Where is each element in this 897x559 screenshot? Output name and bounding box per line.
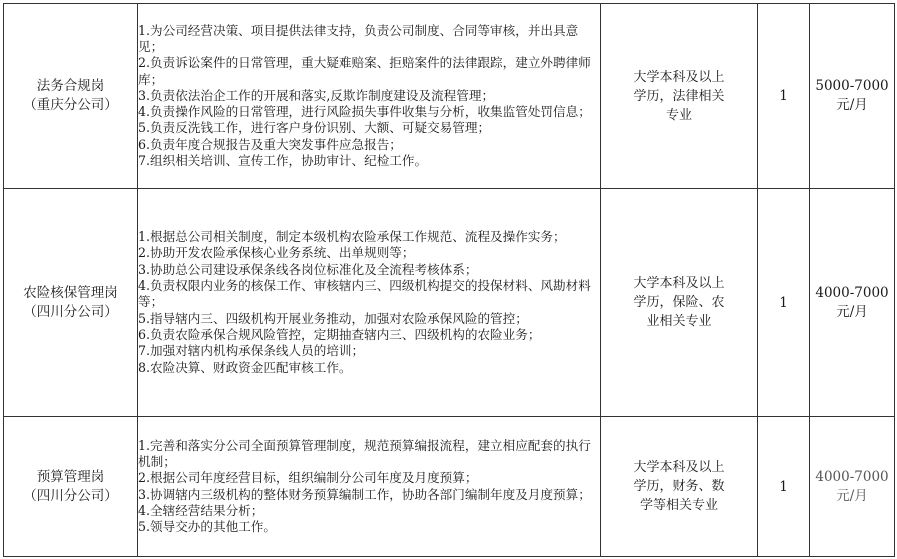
duties-cell [138, 4, 601, 189]
salary-cell [810, 189, 895, 417]
headcount-cell: 1 [758, 4, 810, 189]
duty-item: 3.协助总公司建设承保条线各岗位标准化及全流程考核体系； [138, 261, 478, 277]
duty-item: 1.根据总公司相关制度，制定本级机构农险承保工作规范、流程及操作实务； [138, 229, 566, 245]
table-row [4, 4, 895, 189]
duty-item: 5.指导辖内三、四级机构开展业务推动，加强对农险承保风险的管控； [138, 310, 528, 326]
duty-item: 7.加强对辖内机构承保条线人员的培训； [138, 343, 365, 359]
duty-item: 5.领导交办的其他工作。 [138, 519, 276, 535]
salary-range: 5000-7000 [815, 78, 889, 94]
duty-item: 1.完善和落实分公司全面预算管理制度，规范预算编报流程，建立相应配套的执行机制； [138, 437, 591, 469]
position-branch: （四川分公司） [23, 487, 118, 504]
requirement-cell [601, 4, 758, 189]
requirement-line: 学等相关专业 [639, 498, 718, 513]
table-row [4, 189, 895, 417]
salary-cell [810, 417, 895, 557]
duty-item: 2.根据公司年度经营目标，组织编制分公司年度及月度预算； [138, 470, 478, 486]
requirement-line: 专业 [665, 107, 692, 123]
duty-item: 2.协助开发农险承保核心业务系统、出单规则等； [138, 245, 415, 261]
position-branch: （重庆分公司） [23, 97, 118, 113]
requirement-line: 大学本科及以上 [633, 69, 725, 85]
salary-range: 4000-7000 [815, 284, 889, 301]
headcount-cell: 1 [758, 417, 810, 557]
duty-item: 7.组织相关培训、宣传工作，协助审计、纪检工作。 [138, 153, 428, 169]
duty-item: 6.负责年度合规报告及重大突发事件应急报告； [138, 136, 402, 152]
salary-unit: 元/月 [836, 97, 868, 113]
position-title: 法务合规岗 [36, 78, 105, 94]
position-title: 农险核保管理岗 [23, 284, 118, 301]
job-table [3, 3, 895, 557]
headcount-cell: 1 [758, 189, 810, 417]
position-branch: （四川分公司） [23, 303, 118, 320]
position-cell [4, 4, 138, 189]
requirement-line: 大学本科及以上 [633, 460, 725, 475]
salary-unit: 元/月 [836, 303, 868, 320]
duty-item: 8.农险决算、财政资金匹配审核工作。 [138, 359, 352, 375]
duty-item: 2.负责诉讼案件的日常管理，重大疑难赔案、拒赔案件的法律跟踪，建立外聘律师库； [138, 55, 591, 87]
requirement-line: 学历，保险、农 [633, 295, 725, 310]
position-title: 预算管理岗 [36, 468, 105, 485]
requirement-line: 学历，财务、数 [633, 479, 725, 494]
duty-item: 4.负责操作风险的日常管理，进行风险损失事件收集与分析，收集监管处罚信息； [138, 104, 591, 120]
duty-item: 3.协调辖内三级机构的整体财务预算编制工作，协助各部门编制年度及月度预算； [138, 486, 591, 502]
requirement-line: 学历，法律相关 [633, 88, 725, 104]
requirement-cell [601, 417, 758, 557]
duties-cell [138, 417, 601, 557]
duties-cell [138, 189, 601, 417]
salary-cell [810, 4, 895, 189]
duty-item: 3.负责依法治企工作的开展和落实,反欺诈制度建设及流程管理； [138, 87, 495, 103]
position-cell [4, 189, 138, 417]
position-cell [4, 417, 138, 557]
duty-item: 4.负责权限内业务的核保工作、审核辖内三、四级机构提交的投保材料、风勘材料等； [138, 278, 591, 310]
duty-item: 5.负责反洗钱工作，进行客户身份识别、大额、可疑交易管理； [138, 120, 491, 136]
requirement-cell [601, 189, 758, 417]
requirement-line: 大学本科及以上 [633, 276, 725, 291]
table-row [4, 417, 895, 557]
duty-item: 1.为公司经营决策、项目提供法律支持，负责公司制度、合同等审核，并出具意见； [138, 22, 579, 54]
requirement-line: 业相关专业 [646, 314, 712, 329]
duty-item: 4.全辖经营结果分析； [138, 502, 264, 518]
salary-range: 4000-7000 [815, 468, 889, 485]
duty-item: 6.负责农险承保合规风险管控，定期抽查辖内三、四级机构的农险业务； [138, 326, 541, 342]
salary-unit: 元/月 [836, 487, 868, 504]
